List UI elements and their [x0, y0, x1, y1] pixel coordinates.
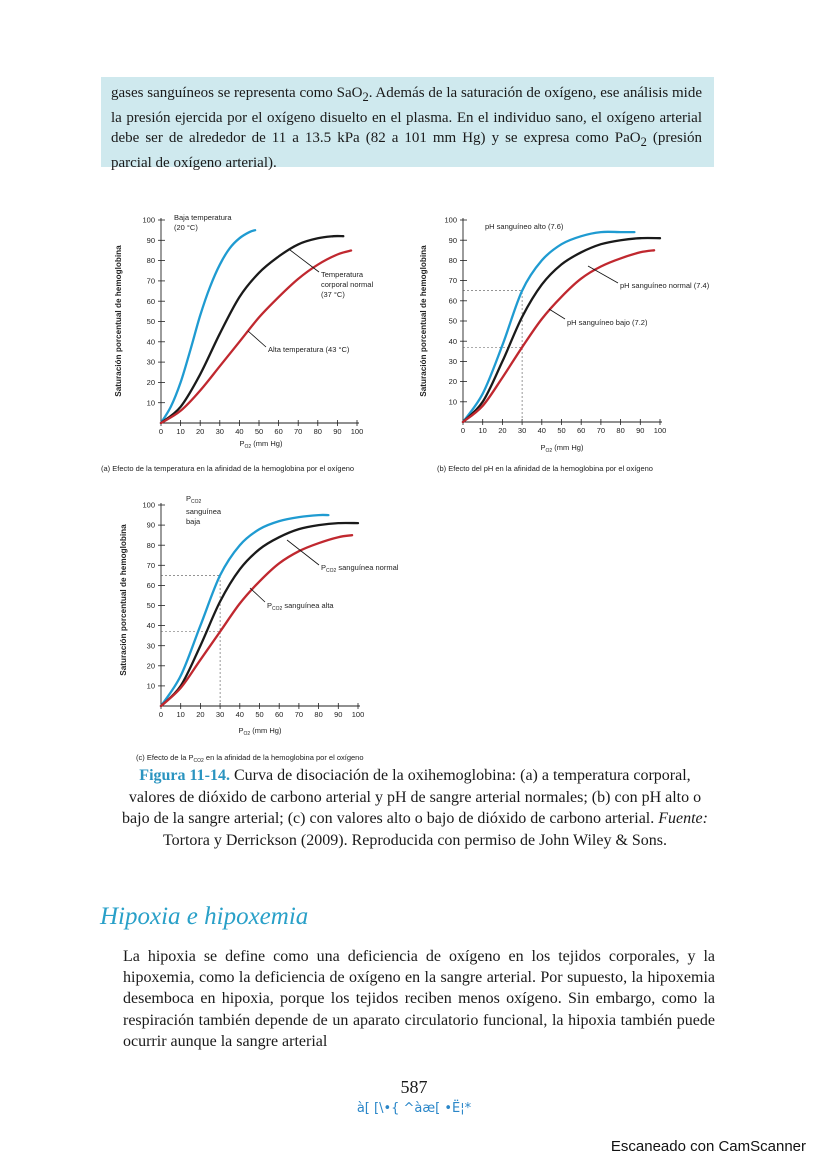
leader-ph-low [549, 309, 565, 319]
x-tick-label: 90 [636, 426, 645, 435]
x-tick-label: 50 [557, 426, 566, 435]
x-tick-label: 10 [176, 710, 185, 719]
y-tick-label: 50 [146, 317, 155, 327]
leader-pco2-high [250, 588, 265, 602]
x-tick-label: 20 [196, 710, 205, 719]
source-label: Fuente: [658, 810, 708, 828]
y-tick-label: 20 [146, 661, 155, 671]
chart-a-subtitle: (a) Efecto de la temperatura en la afinidad de la hemoglobina por el oxígeno [101, 464, 355, 473]
x-tick-label: 10 [176, 427, 185, 436]
x-tick-label: 90 [334, 710, 343, 719]
curve-black [161, 523, 358, 706]
x-axis-label: $P_{O2}$ (mm Hg) [540, 443, 584, 454]
x-tick-label: 80 [313, 427, 322, 436]
annotation-high-temperature: Alta temperatura (43 °C) [268, 345, 350, 354]
y-tick-label: 20 [448, 377, 457, 387]
y-tick-label: 70 [146, 560, 155, 570]
annotation-ph-high: pH sanguíneo alto (7.6) [485, 222, 564, 231]
y-axis-label: Saturación porcentual de hemoglobina [119, 524, 128, 676]
intro-highlight-box [101, 77, 714, 171]
chart-c [100, 490, 430, 765]
y-tick-label: 80 [146, 256, 155, 266]
x-tick-label: 30 [517, 426, 527, 435]
x-tick-label: 20 [498, 426, 507, 435]
body-paragraph: La hipoxia se define como una deficiencia de oxígeno en los tejidos corporales, y la hipoxemia, como la deficiencia de oxígeno en la sangre arterial. Por supuesto, la hipoxemia desemboca en hipoxia, porque los tejidos reciben menos oxígeno. Sin embargo, como la respiración también depende de un aparato circulatorio funcional, la hipoxia también puede ocurrir aunque la sangre arterial [123, 948, 715, 1050]
y-tick-label: 90 [448, 235, 457, 245]
chart-b-subtitle: (b) Efecto del pH en la afinidad de la hemoglobina por el oxígeno [437, 464, 653, 473]
intro-paragraph: gases sanguíneos se representa como SaO$_2$. Además de la saturación de oxígeno, ese análisis mide la presión ejercida por el oxígeno disuelto en el plasma. En el individuo sano, el oxígeno arterial debe ser de alrededor de 11 a 13.5 kPa (82 a 101 mm Hg) y se expresa como PaO$_2$ (presión parcial de oxígeno arterial). [111, 85, 702, 171]
chart-c-subtitle: (c) Efecto de la $P_{CO2}$ en la afinidad de la hemoglobina por el oxígeno [136, 753, 364, 764]
x-tick-label: 60 [274, 427, 283, 436]
x-tick-label: 20 [196, 427, 205, 436]
x-tick-label: 60 [577, 426, 586, 435]
section-title: Hipoxia e hipoxemia [100, 903, 309, 930]
garbled-footer-text: à[ [\•{ ^àæ[ •Ë¦* [356, 1101, 472, 1116]
y-tick-label: 60 [448, 296, 457, 306]
annotation-normal-temperature: Temperatura corporal normal (37 °C) [321, 270, 374, 299]
x-tick-label: 40 [235, 427, 244, 436]
y-tick-label: 80 [146, 540, 155, 550]
y-tick-label: 10 [448, 397, 457, 407]
annotation-pco2-high: $P_{CO2}$ sanguínea alta [267, 601, 334, 612]
x-axis-label: $P_{O2}$ (mm Hg) [238, 726, 282, 737]
x-tick-label: 80 [314, 710, 323, 719]
figure-label: Figura 11-14. [139, 767, 230, 784]
x-tick-label: 70 [294, 427, 303, 436]
x-axis-label: $P_{O2}$ (mm Hg) [239, 439, 283, 450]
x-tick-label: 70 [294, 710, 304, 719]
x-tick-label: 70 [596, 426, 606, 435]
y-tick-label: 10 [146, 398, 155, 408]
curve-blue [161, 230, 255, 423]
y-tick-label: 50 [448, 316, 457, 326]
x-tick-label: 100 [653, 426, 667, 435]
scanner-watermark: Escaneado con CamScanner [610, 1138, 806, 1155]
x-tick-label: 60 [275, 710, 284, 719]
x-tick-label: 40 [235, 710, 244, 719]
y-tick-label: 10 [146, 681, 155, 691]
x-tick-label: 80 [616, 426, 625, 435]
x-tick-label: 30 [215, 710, 225, 719]
chart-a [100, 205, 420, 480]
y-tick-label: 30 [146, 641, 155, 651]
annotation-ph-normal: pH sanguíneo normal (7.4) [620, 281, 710, 290]
y-axis-label: Saturación porcentual de hemoglobina [114, 245, 123, 397]
x-tick-label: 40 [537, 426, 546, 435]
y-tick-label: 100 [444, 215, 457, 225]
y-tick-label: 80 [448, 256, 457, 265]
annotation-pco2-low: $P_{CO2}$ sanguínea baja [186, 494, 222, 526]
y-tick-label: 70 [448, 276, 457, 286]
y-tick-label: 90 [146, 235, 155, 245]
annotation-pco2-normal: $P_{CO2}$ sanguínea normal [321, 563, 399, 574]
y-tick-label: 60 [146, 296, 155, 306]
leader-high-temperature [248, 331, 266, 347]
page-number: 587 [400, 1077, 428, 1097]
y-tick-label: 40 [146, 337, 155, 347]
x-tick-label: 0 [460, 426, 466, 435]
y-tick-label: 40 [448, 336, 457, 346]
leader-ph-normal [588, 266, 618, 283]
x-tick-label: 0 [158, 710, 164, 719]
curve-red [161, 535, 352, 706]
x-tick-label: 10 [478, 426, 487, 435]
y-tick-label: 60 [146, 581, 155, 590]
x-tick-label: 50 [255, 710, 264, 719]
y-tick-label: 70 [146, 276, 155, 286]
y-tick-label: 30 [448, 357, 457, 366]
curve-red [463, 250, 654, 422]
y-axis-label: Saturación porcentual de hemoglobina [419, 245, 428, 397]
figure-caption: Figura 11-14. Curva de disociación de la oxihemoglobina: (a) a temperatura corporal, valores de dióxido de carbono arterial y pH de sangre arterial normales; (b) con pH alto o bajo de la sangre arterial; (c) con valores alto o bajo de dióxido de carbono arterial. Fuente: Tortora y Derrickson (2009). Reproducida con permiso de John Wiley & Sons. [122, 767, 708, 850]
leader-normal-temperature [290, 250, 319, 272]
x-tick-label: 100 [351, 710, 365, 719]
x-tick-label: 0 [158, 427, 164, 436]
y-tick-label: 30 [146, 357, 155, 367]
x-tick-label: 100 [350, 427, 364, 436]
annotation-low-temperature: Baja temperatura (20 °C) [174, 213, 232, 232]
y-tick-label: 40 [146, 621, 155, 631]
y-tick-label: 50 [146, 601, 155, 611]
x-tick-label: 90 [333, 427, 342, 436]
x-tick-label: 50 [254, 427, 264, 436]
y-tick-label: 90 [146, 520, 155, 530]
chart-b [405, 205, 730, 480]
y-tick-label: 100 [142, 215, 155, 225]
curve-black [161, 236, 343, 423]
x-tick-label: 30 [215, 427, 224, 436]
y-tick-label: 100 [142, 500, 155, 510]
annotation-ph-low: pH sanguíneo bajo (7.2) [567, 318, 648, 327]
y-tick-label: 20 [146, 378, 155, 387]
